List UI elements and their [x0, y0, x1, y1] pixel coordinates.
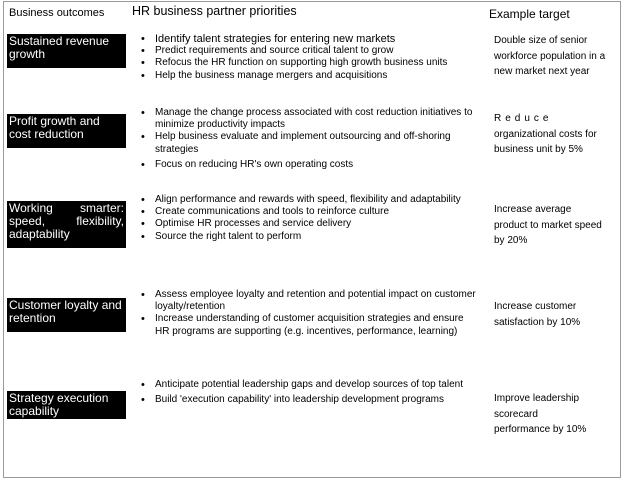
priority-item: • Predict requirements and source critical talent to grow	[140, 45, 480, 57]
target-first-word: Reduce	[494, 113, 553, 124]
target-text: Increase customer satisfaction by 10%	[494, 301, 581, 328]
priority-item: • Assess employee loyalty and retention and potential impact on customer loyalty/retention	[140, 289, 480, 313]
target-text: Double size of senior workforce population in a new market next year	[494, 35, 606, 78]
priority-item: • Identify talent strategies for entering new markets	[140, 33, 480, 45]
outcome-working-smarter: Working smarter: speed, flexibility, adaptability	[7, 201, 126, 248]
priority-item: • Align performance and rewards with speed, flexibility and adaptability	[140, 194, 480, 206]
priority-list	[140, 33, 480, 82]
outcome-strategy-execution: Strategy execution capability	[7, 391, 126, 419]
target-text: Improve leadership scorecard performance by 10%	[494, 393, 587, 436]
priority-item: • Help the business manage mergers and acquisitions	[140, 70, 480, 82]
priority-item: • Manage the change process associated with cost reduction initiatives to minimize productivity impacts	[140, 107, 480, 131]
header-hr-priorities: HR business partner priorities	[132, 4, 297, 18]
priority-list	[140, 289, 480, 338]
priority-list	[140, 107, 480, 171]
priority-item: • Optimise HR processes and service delivery	[140, 218, 480, 230]
priority-item: • Help business evaluate and implement outsourcing and off-shoring strategies	[140, 131, 480, 155]
outcome-customer-loyalty: Customer loyalty and retention	[7, 298, 126, 332]
priority-list	[140, 379, 480, 406]
target-text	[494, 111, 606, 158]
priority-list	[140, 194, 480, 243]
header-business-outcomes: Business outcomes	[9, 7, 105, 19]
priority-item: • Anticipate potential leadership gaps and develop sources of top talent	[140, 379, 480, 391]
header-example-target: Example target	[489, 7, 570, 21]
outcome-sustained-revenue-growth: Sustained revenue growth	[7, 34, 126, 68]
priority-item: • Refocus the HR function on supporting high growth business units	[140, 57, 480, 69]
outcome-profit-growth: Profit growth and cost reduction	[7, 114, 126, 148]
target-text: Increase average product to market speed by 20%	[494, 204, 602, 247]
priority-item: • Source the right talent to perform	[140, 231, 480, 243]
priority-item: • Create communications and tools to reinforce culture	[140, 206, 480, 218]
target-rest: organizational costs for business unit by 5%	[494, 128, 597, 156]
priority-item: • Increase understanding of customer acquisition strategies and ensure HR programs are supporting (e.g. incentives, performance, learning)	[140, 313, 480, 337]
priority-item: • Build 'execution capability' into leadership development programs	[140, 394, 480, 406]
priority-item: • Focus on reducing HR's own operating costs	[140, 159, 480, 171]
